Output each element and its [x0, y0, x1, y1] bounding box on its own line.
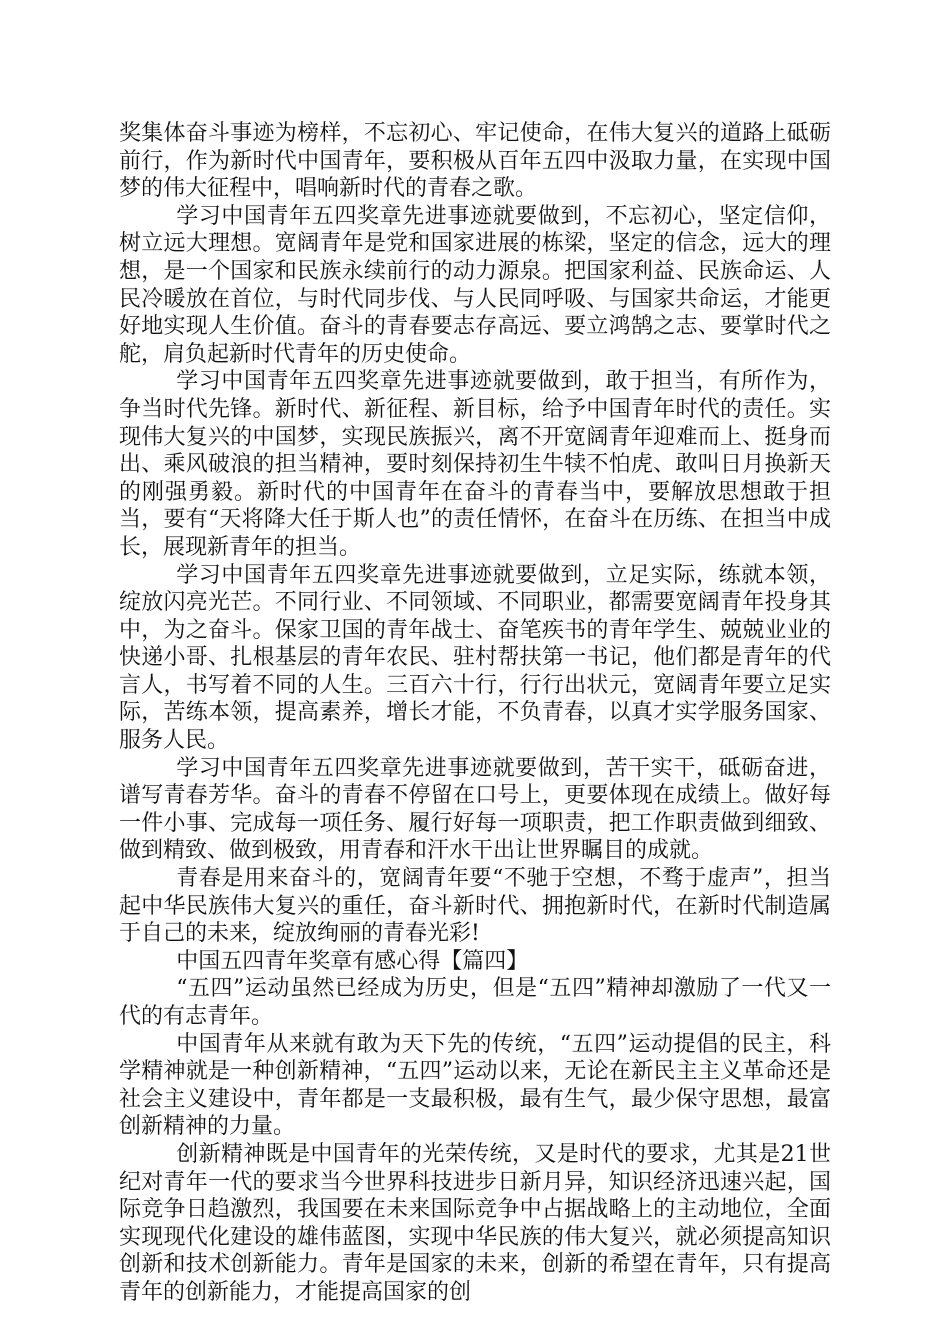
document-body: [119, 120, 831, 1307]
paragraph-ideals: 学习中国青年五四奖章先进事迹就要做到，不忘初心，坚定信仰，树立远大理想。宽阔青年是党和国家进展的栋梁，坚定的信念，远大的理想，是一个国家和民族永续前行的动力源泉。把国家利益、民族命运、人民冷暖放在首位，与时代同步伐、与人民同呼吸、与国家共命运，才能更好地实现人生价值。奋斗的青春要志存高远、要立鸿鹄之志、要掌时代之舵，肩负起新时代青年的历史使命。: [119, 203, 831, 367]
paragraph-responsibility: 学习中国青年五四奖章先进事迹就要做到，敢于担当，有所作为，争当时代先锋。新时代、新征程、新目标，给予中国青年时代的责任。实现伟大复兴的中国梦，实现民族振兴，离不开宽阔青年迎难而上、挺身而出、乘风破浪的担当精神，要时刻保持初生牛犊不怕虎、敢叫日月换新天的刚强勇毅。新时代的中国青年在奋斗的青春当中，要解放思想敢于担当，要有“天将降大任于斯人也”的责任情怀，在奋斗在历练、在担当中成长，展现新青年的担当。: [119, 369, 831, 560]
section-heading-part-four: 中国五四青年奖章有感心得【篇四】: [176, 948, 529, 974]
paragraph-skills: 学习中国青年五四奖章先进事迹就要做到，立足实际，练就本领，绽放闪亮光芒。不同行业、不同领域、不同职业，都需要宽阔青年投身其中，为之奋斗。保家卫国的青年战士、奋笔疾书的青年学生、兢兢业业的快递小哥、扎根基层的青年农民、驻村帮扶第一书记，他们都是青年的代言人，书写着不同的人生。三百六十行，行行出状元，宽阔青年要立足实际，苦练本领，提高素养，增长才能，不负青春，以真才实学服务国家、服务人民。: [119, 562, 831, 754]
paragraph-may-fourth-spirit: “五四”运动虽然已经成为历史，但是“五四”精神却激励了一代又一代的有志青年。: [119, 976, 831, 1029]
paragraph-innovation-tradition: 中国青年从来就有敢为天下先的传统，“五四”运动提倡的民主，科学精神就是一种创新精神，“五四”运动以来，无论在新民主主义革命还是社会主义建设中，青年都是一支最积极，最有生气，最少保守思想，最富创新精神的力量。: [119, 1031, 831, 1140]
paragraph-innovation-era: 创新精神既是中国青年的光荣传统，又是时代的要求，尤其是21世纪对青年一代的要求当今世界科技进步日新月异，知识经济迅速兴起，国际竞争日趋激烈，我国要在未来国际竞争中占据战略上的主动地位，全面实现现代化建设的雄伟蓝图，实现中华民族的伟大复兴，就必须提高知识创新和技术创新能力。青年是国家的未来，创新的希望在青年，只有提高青年的创新能力，才能提高国家的创: [119, 1141, 831, 1305]
paragraph-hard-work: 学习中国青年五四奖章先进事迹就要做到，苦干实干，砥砺奋进，谱写青春芳华。奋斗的青春不停留在口号上，更要体现在成绩上。做好每一件小事、完成每一项任务、履行好每一项职责，把工作职责做到细致、做到精致、做到极致，用青春和汗水干出让世界瞩目的成就。: [119, 755, 831, 864]
paragraph-continuation: 奖集体奋斗事迹为榜样，不忘初心、牢记使命，在伟大复兴的道路上砥砺前行，作为新时代中国青年，要积极从百年五四中汲取力量，在实现中国梦的伟大征程中，唱响新时代的青春之歌。: [119, 121, 831, 202]
paragraph-youth-struggle: 青春是用来奋斗的，宽阔青年要“不驰于空想，不骛于虚声”，担当起中华民族伟大复兴的重任，奋斗新时代、拥抱新时代，在新时代制造属于自己的未来，绽放绚丽的青春光彩!: [119, 866, 831, 947]
